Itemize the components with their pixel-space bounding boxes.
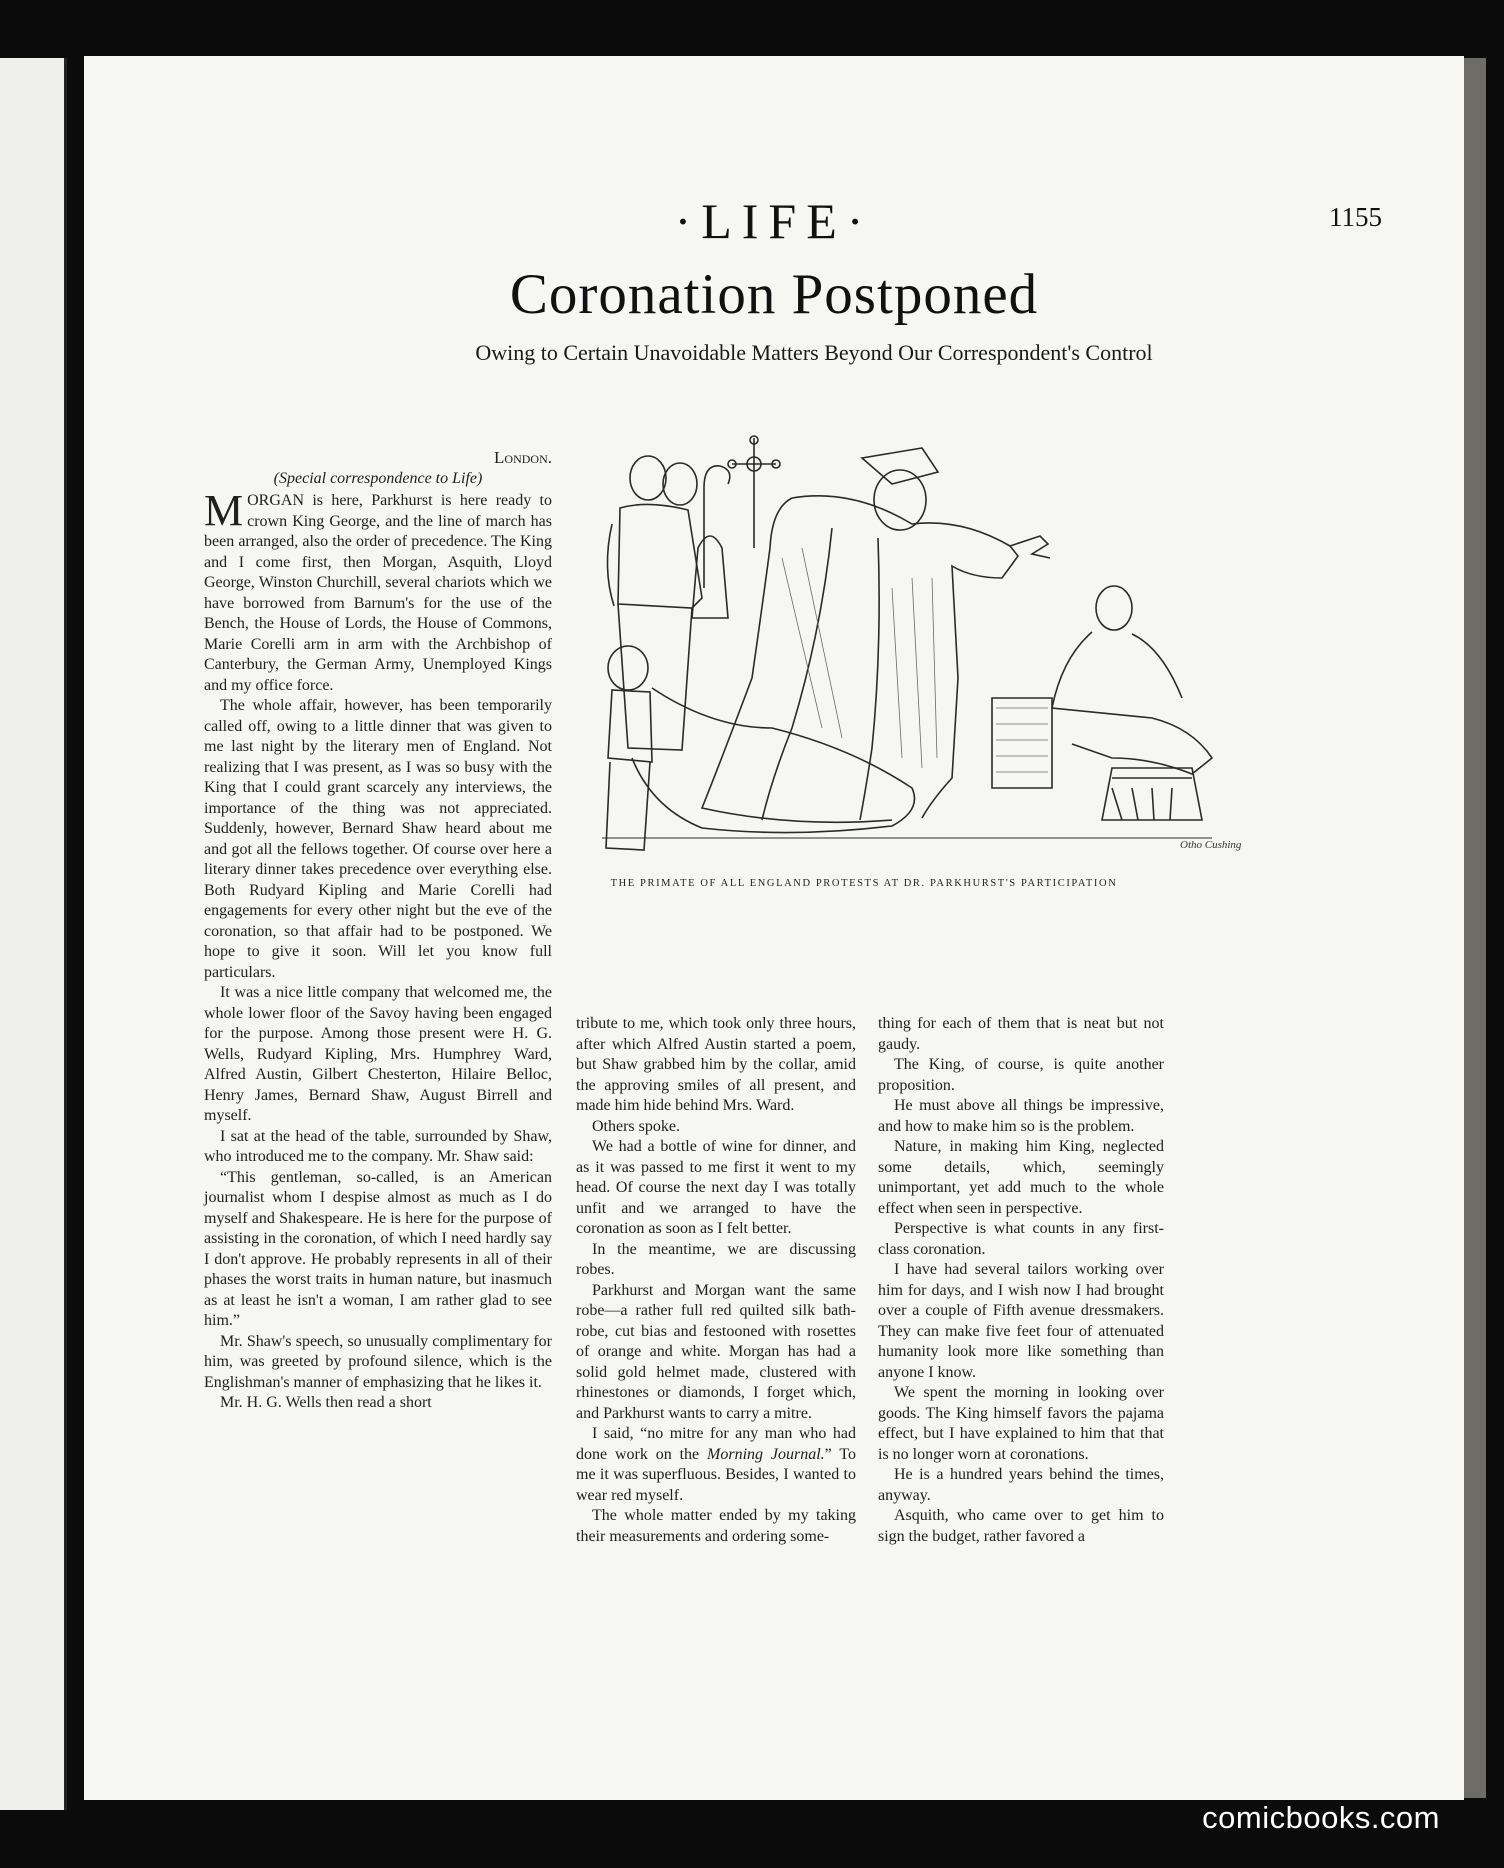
article-paragraph: The King, of course, is quite another proposition. <box>878 1056 1164 1094</box>
page-number: 1155 <box>1329 202 1382 232</box>
article-paragraph: Asquith, who came over to get him to sign the budget, rather favored a <box>878 1507 1164 1545</box>
illustration-caption: THE PRIMATE OF ALL ENGLAND PROTESTS AT DR. PARKHURST'S PARTICIPATION <box>610 878 1118 889</box>
article-subtitle: Owing to Certain Unavoidable Matters Beyond Our Correspondent's Control <box>475 340 1153 365</box>
article-paragraph: Mr. Shaw's speech, so unusually complimentary for him, was greeted by profound silence, which is the Englishman's manner of emphasizing that he likes it. <box>204 1332 552 1391</box>
article-paragraph: The whole affair, however, has been temporarily called off, owing to a little dinner that was given to me last night by the literary men of England. Not realizing that I was present, as I was so busy with the King that I could grant scarcely any interviews, the importance of the thing was not appreciated. Suddenly, however, Bernard Shaw heard about me and got all the fellows together. Of course over here a literary dinner takes precedence over everything else. Both Rudyard Kipling and Marie Corelli had engagements for every other night but the eve of the coronation, so that affair had to be postponed. We hope to give it soon. Will let you know full particulars. <box>204 697 552 981</box>
article-paragraph: Nature, in making him King, neglected some details, which, seemingly unimportant, yet add much to the whole effect when seen in perspective. <box>878 1138 1164 1217</box>
article-paragraph: thing for each of them that is neat but not gaudy. <box>878 1015 1164 1053</box>
facing-page-edge <box>0 58 67 1810</box>
cartoon-illustration <box>592 428 1242 858</box>
article-paragraph: I said, “no mitre for any man who had done work on the Morning Journal.” To me it was superfluous. Besides, I wanted to wear red myself. <box>576 1425 857 1504</box>
byline: (Special correspondence to Life) <box>273 469 483 487</box>
page-spine-edge <box>1464 58 1486 1798</box>
article-paragraph: I have had several tailors working over him for days, and I wish now I had brought over a couple of Fifth avenue dressmakers. They can make five feet four of attenuated humanity look more like something than anyone I know. <box>878 1261 1164 1381</box>
article-paragraph: Perspective is what counts in any first-class coronation. <box>878 1220 1164 1258</box>
article-paragraph: The whole matter ended by my taking their measurements and ordering some- <box>576 1507 856 1545</box>
article-paragraph: He is a hundred years behind the times, anyway. <box>878 1466 1164 1504</box>
drop-cap: M <box>204 486 244 535</box>
article-column-3 <box>878 1014 1164 1547</box>
article-paragraph: We spent the morning in looking over goods. The King himself favors the pajama effect, but I have explained to him that that is no longer worn at coronations. <box>878 1384 1164 1463</box>
article-paragraph: Mr. H. G. Wells then read a short <box>220 1394 432 1411</box>
article-paragraph: I sat at the head of the table, surrounded by Shaw, who introduced me to the company. Mr. Shaw said: <box>204 1127 552 1165</box>
article-paragraph: We had a bottle of wine for dinner, and as it was passed to me first it went to my head. Of course the next day I was totally unfit and we arranged to have the coronation as soon as I felt better. <box>576 1138 856 1237</box>
article-paragraph: tribute to me, which took only three hours, after which Alfred Austin started a poem, but Shaw grabbed him by the collar, amid the approving smiles of all present, and made him hide behind Mrs. Ward. <box>576 1015 856 1114</box>
article-column-2 <box>576 1014 856 1547</box>
dateline: London. <box>494 448 552 467</box>
article-paragraph: Others spoke. <box>592 1117 680 1135</box>
article-paragraph: MORGAN is here, Parkhurst is here ready to crown King George, and the line of march has been arranged, also the order of precedence. The King and I come first, then Morgan, Asquith, Lloyd George, Winston Churchill, several chariots which we have borrowed from Barnum's for the use of the Bench, the House of Lords, the House of Commons, Marie Corelli arm in arm with the Archbishop of Canterbury, the German Army, Unemployed Kings and my office force. <box>204 486 552 694</box>
magazine-page <box>84 56 1464 1800</box>
article-paragraph: In the meantime, we are discussing robes. <box>576 1240 856 1278</box>
article-paragraph: “This gentleman, so-called, is an American journalist whom I despise almost as much as I do myself and Shakespeare. He is here for the purpose of assisting in the coronation, of which I need hardly say I don't approve. He probably represents in all of their phases the worst traits in human nature, but inasmuch as at least he isn't a woman, I am rather glad to see him.” <box>204 1168 552 1329</box>
article-title: Coronation Postponed <box>509 263 1039 326</box>
running-head: ·LIFE· <box>674 193 874 249</box>
artist-signature: Otho Cushing <box>1180 839 1242 851</box>
article-paragraph: It was a nice little company that welcomed me, the whole lower floor of the Savoy having been engaged for the purpose. Among those present were H. G. Wells, Rudyard Kipling, Mrs. Humphrey Ward, Alfred Austin, Gilbert Chesterton, Hilaire Belloc, Henry James, Bernard Shaw, August Birrell and myself. <box>204 984 552 1124</box>
article-paragraph: He must above all things be impressive, and how to make him so is the problem. <box>878 1097 1164 1135</box>
site-watermark: comicbooks.com <box>1202 1800 1440 1835</box>
newspaper-title: Morning Journal. <box>707 1445 825 1463</box>
article-paragraph: Parkhurst and Morgan want the same robe—a rather full red quilted silk bath-robe, cut bias and festooned with rosettes of orange and white. Morgan has had a solid gold helmet made, clustered with rhinestones or diamonds, I forget which, and Parkhurst wants to carry a mitre. <box>576 1281 856 1422</box>
article-column-1 <box>204 448 552 1414</box>
